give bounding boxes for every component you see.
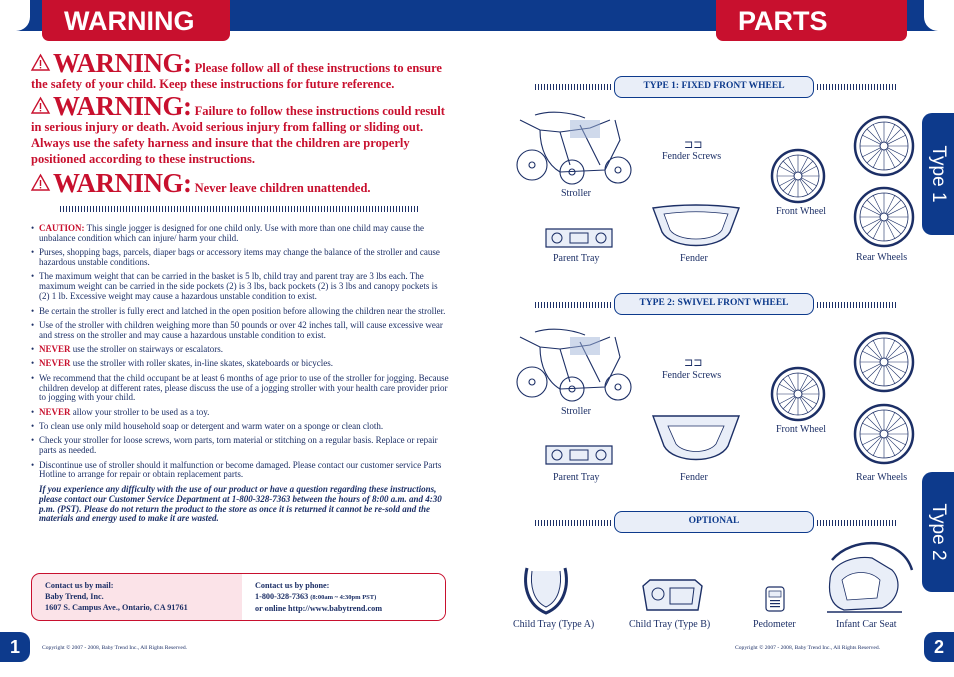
fender-screws-icon: ⊐⊐ bbox=[684, 139, 703, 151]
fender-label: Fender bbox=[680, 253, 708, 264]
copyright-left: Copyright © 2007 - 2008, Baby Trend Inc., All Rights Reserved. bbox=[42, 645, 188, 651]
parent-tray-label: Parent Tray bbox=[553, 472, 600, 483]
rear-wheels-label: Rear Wheels bbox=[856, 472, 908, 483]
child-tray-a-icon bbox=[521, 565, 571, 617]
banner-corner-right bbox=[924, 0, 954, 31]
mail-title: Contact us by mail: bbox=[45, 581, 114, 590]
warning-block-1 bbox=[31, 48, 449, 92]
warning-block-3 bbox=[31, 168, 449, 198]
front-wheel-label: Front Wheel bbox=[776, 206, 827, 217]
page-number-left: 1 bbox=[0, 632, 30, 662]
warning-text: Never leave children unattended. bbox=[194, 181, 371, 195]
contact-mail bbox=[45, 580, 245, 613]
dotted-divider bbox=[535, 520, 613, 526]
contact-box bbox=[31, 573, 446, 621]
list-item: • We recommend that the child occupant be at least 6 months of age prior to use of the stroller for jogging. Because children develop at different rates, please discuss the use of a jogging stroller with your health care provider prior to jogging with your child. bbox=[31, 374, 449, 404]
car-seat-label: Infant Car Seat bbox=[836, 619, 897, 630]
list-item: • Be certain the stroller is fully erect and latched in the open position before allowing the children near the stroller. bbox=[31, 307, 449, 317]
list-item: • NEVER allow your stroller to be used as a toy. bbox=[31, 408, 449, 418]
warning-triangle-icon bbox=[31, 97, 50, 114]
list-item: • NEVER use the stroller on stairways or escalators. bbox=[31, 345, 449, 355]
infant-car-seat-icon bbox=[822, 540, 917, 618]
warning-heading: WARNING: bbox=[53, 91, 192, 121]
rear-wheel-icon bbox=[853, 331, 915, 393]
warning-heading: WARNING: bbox=[53, 48, 192, 78]
dotted-divider bbox=[817, 84, 897, 90]
company-address: 1607 S. Campus Ave., Ontario, CA 91761 bbox=[45, 603, 188, 612]
website-link[interactable]: or online http://www.babytrend.com bbox=[255, 604, 383, 613]
warning-triangle-icon bbox=[31, 174, 50, 191]
list-item: • Purses, shopping bags, parcels, diaper bags or accessory items may change the balance of the stroller and cause hazardous unstable conditions. bbox=[31, 248, 449, 268]
copyright-right: Copyright © 2007 - 2008, Baby Trend Inc., All Rights Reserved. bbox=[735, 645, 881, 651]
warning-text: Failure to follow these instructions could result in serious injury or death. Avoid serious injury from falling or sliding out. Always use the safety harness and insure that the children are properly positioned according to these instructions. bbox=[31, 104, 445, 166]
fender-screws-icon: ⊐⊐ bbox=[684, 357, 703, 369]
front-wheel-icon bbox=[770, 366, 826, 422]
fender-label: Fender bbox=[680, 472, 708, 483]
stroller-icon bbox=[510, 327, 635, 407]
dotted-divider bbox=[535, 302, 613, 308]
tab-type-2[interactable]: Type 2 bbox=[922, 472, 954, 592]
parent-tray-icon bbox=[543, 441, 615, 469]
pedometer-label: Pedometer bbox=[753, 619, 796, 630]
company-name: Baby Trend, Inc. bbox=[45, 592, 104, 601]
type2-title: TYPE 2: SWIVEL FRONT WHEEL bbox=[614, 293, 814, 315]
type1-title: TYPE 1: FIXED FRONT WHEEL bbox=[614, 76, 814, 98]
stroller-label: Stroller bbox=[561, 406, 591, 417]
phone-hours: (8:00am ~ 4:30pm PST) bbox=[310, 594, 377, 601]
pedometer-icon bbox=[764, 585, 786, 613]
stroller-label: Stroller bbox=[561, 188, 591, 199]
fender-screws-label: Fender Screws bbox=[662, 370, 722, 381]
list-item: • Discontinue use of stroller should it malfunction or become damaged. Please contact our customer service Parts Hotline to arrange for repair or obtain replacement parts. bbox=[31, 461, 449, 481]
contact-phone bbox=[242, 574, 446, 621]
warning-header: WARNING bbox=[42, 0, 230, 41]
page-number-right: 2 bbox=[924, 632, 954, 662]
phone-title: Contact us by phone: bbox=[255, 581, 330, 590]
fender-icon bbox=[650, 202, 742, 254]
safety-instructions-list bbox=[31, 224, 449, 524]
child-tray-b-label: Child Tray (Type B) bbox=[629, 619, 711, 630]
tab-type-1[interactable]: Type 1 bbox=[922, 113, 954, 235]
warning-heading: WARNING: bbox=[53, 168, 192, 198]
list-item: • Check your stroller for loose screws, worn parts, torn material or stitching on a regular basis. Replace or repair parts as needed. bbox=[31, 436, 449, 456]
parent-tray-label: Parent Tray bbox=[553, 253, 600, 264]
dotted-divider bbox=[60, 206, 420, 212]
front-wheel-icon bbox=[770, 148, 826, 204]
dotted-divider bbox=[535, 84, 613, 90]
front-wheel-label: Front Wheel bbox=[776, 424, 827, 435]
fender-screws-label: Fender Screws bbox=[662, 151, 722, 162]
child-tray-b-icon bbox=[640, 576, 705, 616]
fender-icon bbox=[650, 412, 742, 468]
warning-text: Please follow all of these instructions to ensure the safety of your child. Keep these instructions for future reference. bbox=[31, 61, 442, 91]
child-tray-a-label: Child Tray (Type A) bbox=[513, 619, 595, 630]
rear-wheel-icon bbox=[853, 403, 915, 465]
list-item: • To clean use only mild household soap or detergent and warm water on a sponge or clean cloth. bbox=[31, 422, 449, 432]
stroller-icon bbox=[510, 110, 635, 190]
list-item: • NEVER use the stroller with roller skates, in-line skates, skateboards or bicycles. bbox=[31, 359, 449, 369]
rear-wheel-icon bbox=[853, 115, 915, 177]
warning-triangle-icon bbox=[31, 54, 50, 71]
list-item: • CAUTION: This single jogger is designed for one child only. Use with more than one child may cause the unbalance condition which can injure/ harm your child. bbox=[31, 224, 449, 244]
rear-wheel-icon bbox=[853, 186, 915, 248]
rear-wheels-label: Rear Wheels bbox=[856, 252, 908, 263]
phone-number[interactable]: 1-800-328-7363 bbox=[255, 592, 309, 601]
banner-corner-left bbox=[0, 0, 30, 31]
parent-tray-icon bbox=[543, 224, 615, 252]
optional-title: OPTIONAL bbox=[614, 511, 814, 533]
dotted-divider bbox=[817, 520, 897, 526]
customer-service-note: If you experience any difficulty with the use of our product or have a question regarding these instructions, please contact our Customer Service Department at 1-800-328-7363 between the hours of 8:00 a.m. and 4:30 p.m. (PST). Please do not return the product to the store as once it is returned it cannot be re-sold and the materials and energy used to make it are wasted. bbox=[39, 483, 442, 524]
dotted-divider bbox=[817, 302, 897, 308]
list-item: • Use of the stroller with children weighing more than 50 pounds or over 42 inches tall, will cause excessive wear and stress on the stroller and may cause a hazardous unstable condition to exist. bbox=[31, 321, 449, 341]
list-item: • The maximum weight that can be carried in the basket is 5 lb, child tray and parent tray are 3 lbs each. The maximum weight can be carried in the side pockets (2) is 3 lbs, back pockets (2) is 3 lbs and canopy pockets is (2) 1 lb. Excessive weight may cause a hazardous unstable condition to exist. bbox=[31, 272, 449, 302]
parts-header: PARTS bbox=[716, 0, 907, 41]
warning-block-2 bbox=[31, 91, 449, 167]
